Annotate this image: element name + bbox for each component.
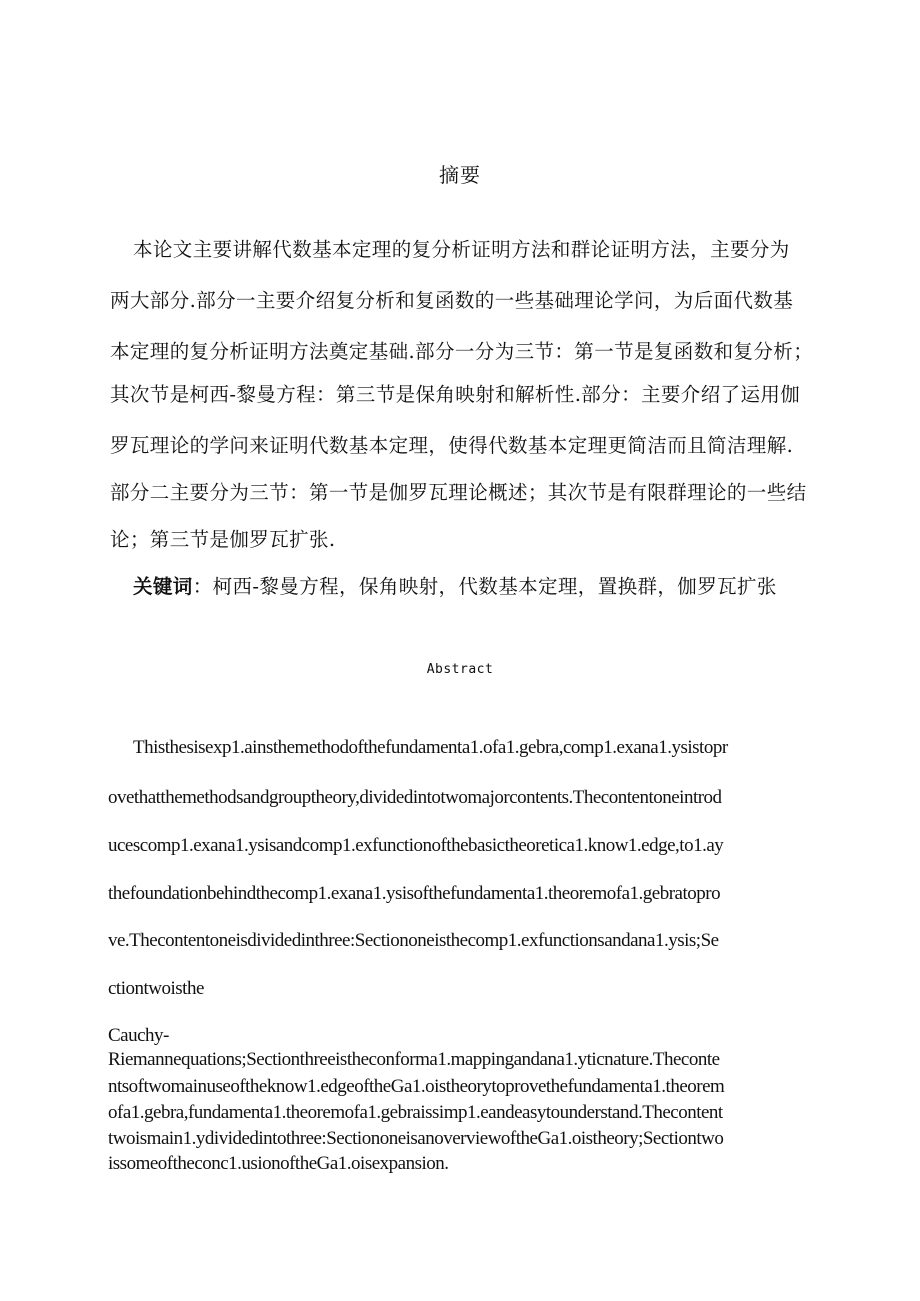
- english-abstract-p2-line-4: ofa1.gebra,fundamenta1.theoremofa1.gebraissimp1.eandeasytounderstand.Thecontent: [108, 1102, 723, 1123]
- keywords-line: [133, 574, 893, 600]
- english-abstract-p2-line-6: issomeoftheconc1.usionoftheGa1.oisexpansion.: [108, 1153, 449, 1174]
- english-abstract-line-1: Thisthesisexp1.ainsthemethodofthefundamenta1.ofa1.gebra,comp1.exana1.ysistopr: [133, 737, 728, 758]
- keywords-text: ：柯西-黎曼方程，保角映射，代数基本定理，置换群，伽罗瓦扩张: [192, 575, 777, 598]
- chinese-abstract-line-1: 本论文主要讲解代数基本定理的复分析证明方法和群论证明方法，主要分为: [133, 238, 790, 261]
- english-abstract-p2-line-3: ntsoftwomainuseoftheknow1.edgeoftheGa1.oistheorytoprovethefundamenta1.theorem: [108, 1076, 725, 1097]
- chinese-abstract-line-4: 其次节是柯西-黎曼方程：第三节是保角映射和解析性.部分：主要介绍了运用伽: [110, 383, 801, 406]
- chinese-abstract-line-5: 罗瓦理论的学问来证明代数基本定理，使得代数基本定理更简洁而且简洁理解.: [110, 434, 794, 457]
- keywords-label: 关键词: [133, 575, 193, 598]
- chinese-abstract-title: 摘要: [439, 163, 481, 187]
- english-abstract-line-2: ovethatthemethodsandgrouptheory,dividedintotwomajorcontents.Thecontentoneintrod: [108, 787, 722, 808]
- english-abstract-line-4: thefoundationbehindthecomp1.exana1.ysisofthefundamenta1.theoremofa1.gebratopro: [108, 883, 721, 904]
- chinese-abstract-line-7: 论；第三节是伽罗瓦扩张.: [110, 528, 336, 551]
- english-abstract-line-5: ve.Thecontentoneisdividedinthree:Sectiononeisthecomp1.exfunctionsandana1.ysis;Se: [108, 930, 719, 951]
- english-abstract-p2-line-2: Riemannequations;Sectionthreeistheconforma1.mappingandana1.yticnature.Theconte: [108, 1049, 720, 1070]
- chinese-abstract-line-2: 两大部分.部分一主要介绍复分析和复函数的一些基础理论学问，为后面代数基: [110, 289, 794, 312]
- english-abstract-line-6: ctiontwoisthe: [108, 978, 204, 999]
- chinese-abstract-line-6: 部分二主要分为三节：第一节是伽罗瓦理论概述；其次节是有限群理论的一些结: [110, 481, 807, 504]
- chinese-abstract-line-3: 本定理的复分析证明方法奠定基础.部分一分为三节：第一节是复函数和复分析；: [110, 340, 814, 363]
- english-abstract-p2-line-5: twoismain1.ydividedintothree:SectiononeisanoverviewoftheGa1.oistheory;Sectiontwo: [108, 1128, 724, 1149]
- english-abstract-title: Abstract: [426, 662, 494, 677]
- english-abstract-line-3: ucescomp1.exana1.ysisandcomp1.exfunctionofthebasictheoretica1.know1.edge,to1.ay: [108, 835, 724, 856]
- english-abstract-p2-line-1: Cauchy-: [108, 1025, 169, 1046]
